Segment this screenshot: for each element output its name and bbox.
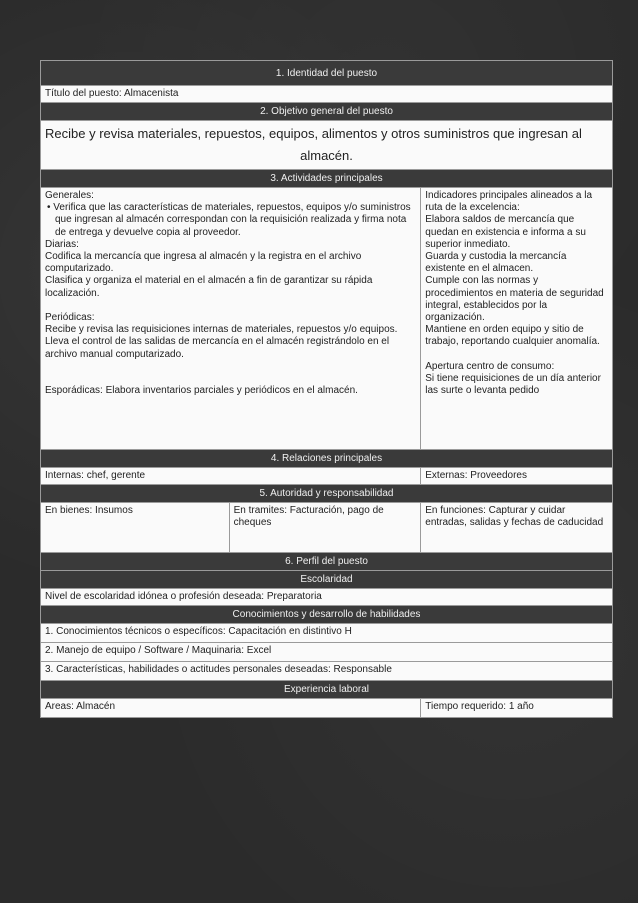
actividades-generales xyxy=(41,188,421,450)
actividades-diarias: Diarias: Codifica la mercancía que ingresa al almacén y la registra en el archivo computarizado. Clasifica y organiza el material en el almacén a fin de garantizar su rápida localización. Periódicas: Recibe y revisa las requisiciones internas de materiales, repuestos y/o equipos. Lleva el control de las salidas de mercancía en el almacén registrándolo en el archivo manual computarizado. Esporádicas: Elabora inventarios parciales y periódicos en el almacén. xyxy=(45,238,398,397)
subheader-conocimientos: Conocimientos y desarrollo de habilidades xyxy=(41,606,613,624)
subheader-experiencia: Experiencia laboral xyxy=(41,681,613,699)
generales-bullet: • Verifica que las características de materiales, repuestos, equipos y/o suministros que ingresan al almacén correspondan con la requisición realizada y firma nota de entrega y devuelve copia al proveedor. xyxy=(47,202,411,238)
job-description-table xyxy=(40,60,613,718)
section-header-identidad: 1. Identidad del puesto xyxy=(41,61,613,86)
section-header-actividades: 3. Actividades principales xyxy=(41,170,613,188)
conocimientos-item-2: 2. Manejo de equipo / Software / Maquinaria: Excel xyxy=(41,643,613,662)
autoridad-tramites: En tramites: Facturación, pago de cheques xyxy=(229,503,421,553)
subheader-escolaridad: Escolaridad xyxy=(41,571,613,589)
section-header-autoridad: 5. Autoridad y responsabilidad xyxy=(41,485,613,503)
experiencia-tiempo: Tiempo requerido: 1 año xyxy=(421,699,613,718)
titulo-puesto: Título del puesto: Almacenista xyxy=(41,86,613,103)
indicadores-principales: Indicadores principales alineados a la ruta de la excelencia: Elabora saldos de mercancía que quedan en existencia e informa a su superior inmediato. Guarda y custodia la mercancía existente en el almacen. Cumple con las normas y procedimientos en materia de seguridad integral, establecidos por la organización. Mantiene en orden equipo y sitio de trabajo, reportando cualquier anomalía. Apertura centro de consumo: Si tiene requisiciones de un día anterior las surte o levanta pedido xyxy=(421,188,613,450)
conocimientos-item-3: 3. Características, habilidades o actitudes personales deseadas: Responsable xyxy=(41,662,613,681)
experiencia-areas: Areas: Almacén xyxy=(41,699,421,718)
generales-label: Generales: xyxy=(45,190,94,201)
objetivo-line1: Recibe y revisa materiales, repuestos, equipos, alimentos y otros suministros que ingresan al xyxy=(45,126,582,141)
conocimientos-item-1: 1. Conocimientos técnicos o específicos: Capacitación en distintivo H xyxy=(41,624,613,643)
section-header-perfil: 6. Perfil del puesto xyxy=(41,553,613,571)
autoridad-bienes: En bienes: Insumos xyxy=(41,503,230,553)
relaciones-externas: Externas: Proveedores xyxy=(421,468,613,485)
relaciones-internas: Internas: chef, gerente xyxy=(41,468,421,485)
section-header-objetivo: 2. Objetivo general del puesto xyxy=(41,103,613,121)
autoridad-funciones: En funciones: Capturar y cuidar entradas, salidas y fechas de caducidad xyxy=(421,503,613,553)
objetivo-line2: almacén. xyxy=(300,148,353,163)
nivel-escolaridad: Nivel de escolaridad idónea o profesión deseada: Preparatoria xyxy=(41,589,613,606)
objetivo-general xyxy=(41,121,613,170)
section-header-relaciones: 4. Relaciones principales xyxy=(41,450,613,468)
